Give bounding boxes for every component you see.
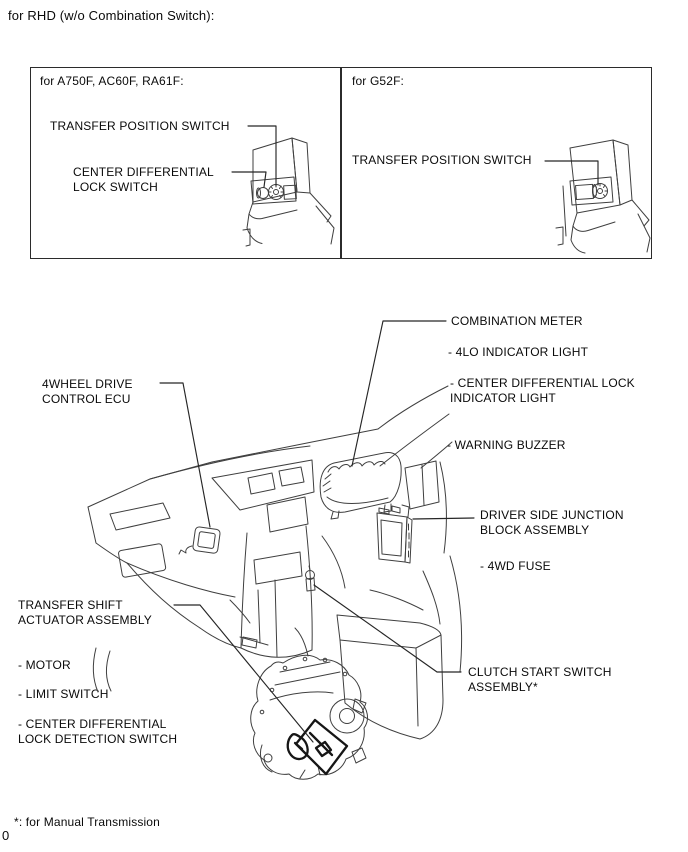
console-art-right-panel bbox=[556, 140, 650, 253]
panel-left-title: for A750F, AC60F, RA61F: bbox=[40, 74, 184, 88]
label-4wd-fuse: - 4WD FUSE bbox=[480, 559, 551, 573]
transfer-shift-actuator-art bbox=[288, 720, 347, 774]
page-mark: 0 bbox=[2, 828, 10, 843]
label-motor: - MOTOR bbox=[18, 658, 71, 672]
label-combination-meter: COMBINATION METER bbox=[451, 314, 583, 328]
label-4wheel-drive-control-ecu: 4WHEEL DRIVE CONTROL ECU bbox=[42, 377, 133, 406]
label-transfer-shift-actuator: TRANSFER SHIFT ACTUATOR ASSEMBLY bbox=[18, 598, 152, 627]
label-transfer-position-switch-right: TRANSFER POSITION SWITCH bbox=[352, 153, 532, 167]
page-title: for RHD (w/o Combination Switch): bbox=[8, 8, 215, 23]
junction-block-art bbox=[377, 505, 412, 563]
label-center-diff-lock-indicator-light: - CENTER DIFFERENTIAL LOCK INDICATOR LIGHT bbox=[450, 376, 635, 405]
combination-meter-art bbox=[320, 453, 401, 519]
leader-lines-left-panel bbox=[232, 126, 276, 187]
console-art-left-panel bbox=[243, 138, 334, 246]
dashboard-art bbox=[88, 386, 462, 692]
label-4lo-indicator-light: - 4LO INDICATOR LIGHT bbox=[448, 345, 589, 359]
label-clutch-start-switch: CLUTCH START SWITCH ASSEMBLY* bbox=[468, 665, 612, 694]
four-wheel-drive-ecu-art bbox=[179, 526, 221, 554]
label-warning-buzzer: - WARNING BUZZER bbox=[447, 438, 566, 452]
clutch-start-switch-art bbox=[306, 566, 316, 591]
footnote-manual-transmission: *: for Manual Transmission bbox=[14, 815, 160, 829]
label-transfer-position-switch-left: TRANSFER POSITION SWITCH bbox=[50, 119, 230, 133]
label-limit-switch: - LIMIT SWITCH bbox=[18, 687, 109, 701]
panel-right-title: for G52F: bbox=[352, 74, 405, 88]
center-console-art bbox=[230, 580, 443, 739]
leader-lines-main bbox=[160, 321, 474, 742]
label-center-diff-lock-detection-switch: - CENTER DIFFERENTIAL LOCK DETECTION SWITCH bbox=[18, 717, 178, 746]
label-driver-side-junction-block: DRIVER SIDE JUNCTION BLOCK ASSEMBLY bbox=[480, 508, 624, 537]
label-center-diff-lock-switch: CENTER DIFFERENTIAL LOCK SWITCH bbox=[73, 165, 214, 194]
